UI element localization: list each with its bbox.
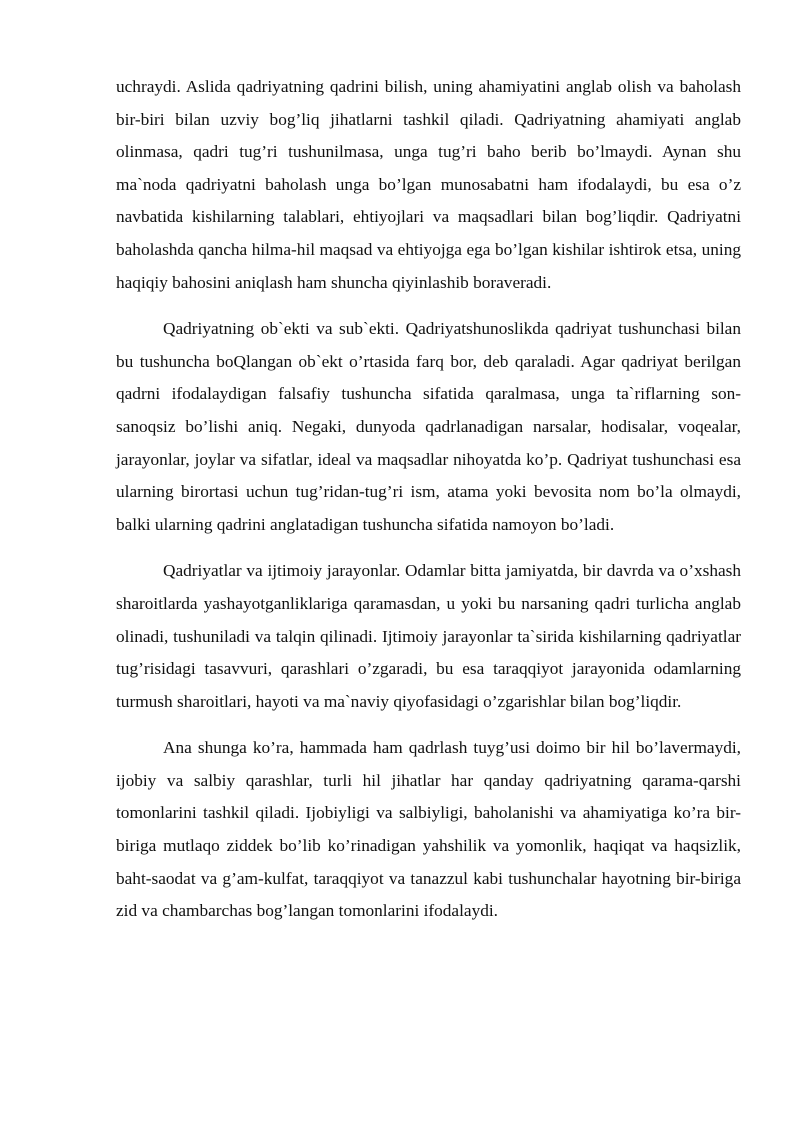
paragraph-positive-negative: Ana shunga ko’ra, hammada ham qadrlash tuyg’usi doimo bir hil bo’lavermaydi, ijobiy va salbiy qarashlar, turli hil jihatlar har qanday qadriyatning qarama-qarshi tomonlarini tashkil qiladi. Ijobiyligi va salbiyligi, baholanishi va ahamiyatiga ko’ra bir-biriga mutlaqo ziddek bo’lib ko’rinadigan yahshilik va yomonlik, haqiqat va haqsizlik, baht-saodat va g’am-kulfat, taraqqiyot va tanazzul kabi tushunchalar hayotning bir-biriga zid va chambarchas bog’langan tomonlarini ifodalaydi. [116, 738, 741, 921]
paragraph-object-subject: Qadriyatning ob`ekti va sub`ekti. Qadriyatshunoslikda qadriyat tushunchasi bilan bu tushuncha boQlangan ob`ekt o’rtasida farq bor, deb qaraladi. Agar qadriyat berilgan qadrni ifodalaydigan falsafiy tushuncha sifatida qaralmasa, unga ta`riflarning son-sanoqsiz bo’lishi aniq. Negaki, dunyoda qadrlanadigan narsalar, hodisalar, voqealar, jarayonlar, joylar va sifatlar, ideal va maqsadlar nihoyatda ko’p. Qadriyat tushunchasi esa ularning birortasi uchun tug’ridan-tug’ri ism, atama yoki bevosita nom bo’la olmaydi, balki ularning qadrini anglatadigan tushuncha sifatida namoyon bo’ladi. [116, 319, 741, 534]
paragraph-continuation: uchraydi. Aslida qadriyatning qadrini bilish, uning ahamiyatini anglab olish va baholash bir-biri bilan uzviy bog’liq jihatlarni tashkil qiladi. Qadriyatning ahamiyati anglab olinmasa, qadri tug’ri tushunilmasa, unga tug’ri baho berib bo’lmaydi. Aynan shu ma`noda qadriyatni baholash unga bo’lgan munosabatni ham ifodalaydi, bu esa o’z navbatida kishilarning talablari, ehtiyojlari va maqsadlari bilan bog’liqdir. Qadriyatni baholashda qancha hilma-hil maqsad va ehtiyojga ega bo’lgan kishilar ishtirok etsa, uning haqiqiy bahosini aniqlash ham shuncha qiyinlashib boraveradi. [116, 77, 741, 292]
paragraph-social-processes: Qadriyatlar va ijtimoiy jarayonlar. Odamlar bitta jamiyatda, bir davrda va o’xshash sharoitlarda yashayotganliklariga qaramasdan, u yoki bu narsaning qadri turlicha anglab olinadi, tushuniladi va talqin qilinadi. Ijtimoiy jarayonlar ta`sirida kishilarning qadriyatlar tug’risidagi tasavvuri, qarashlari o’zgaradi, bu esa taraqqiyot jarayonida odamlarning turmush sharoitlari, hayoti va ma`naviy qiyofasidagi o’zgarishlar bilan bog’liqdir. [116, 561, 741, 711]
body-text [116, 71, 741, 942]
